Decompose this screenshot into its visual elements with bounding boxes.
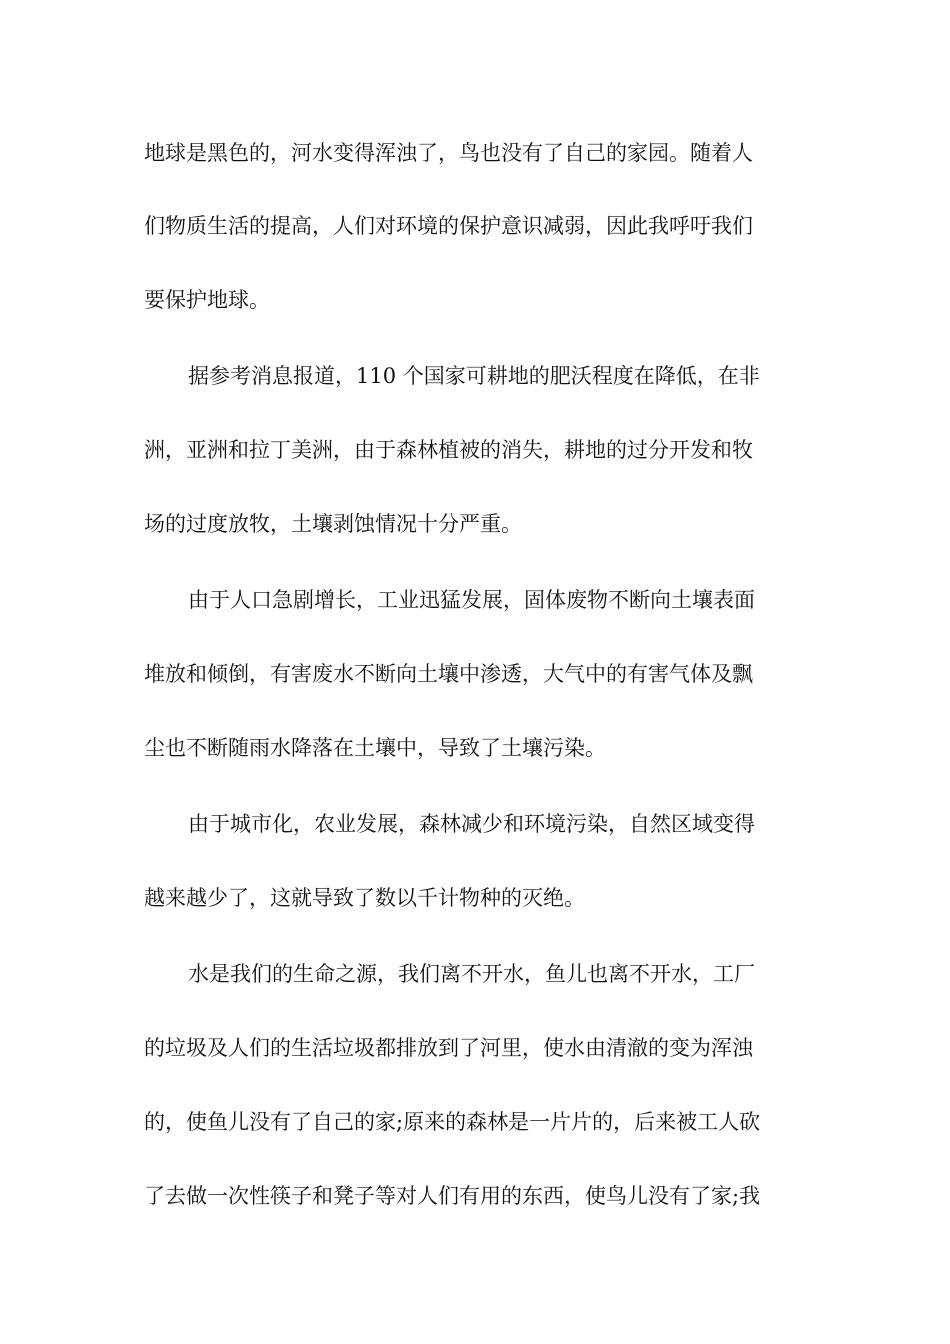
text-line: 要保护地球。 bbox=[144, 288, 270, 312]
text-line: 尘也不断随雨水降落在土壤中，导致了土壤污染。 bbox=[144, 736, 606, 760]
paragraph-first-line: 由于人口急剧增长，工业迅猛发展，固体废物不断向土壤表面 bbox=[188, 588, 755, 612]
text-line: 们物质生活的提高，人们对环境的保护意识减弱，因此我呼吁我们 bbox=[144, 214, 753, 238]
text-line: 地球是黑色的，河水变得浑浊了，鸟也没有了自己的家园。随着人 bbox=[144, 141, 753, 165]
text-line: 场的过度放牧，土壤剥蚀情况十分严重。 bbox=[144, 512, 522, 536]
text-line: 越来越少了，这就导致了数以千计物种的灭绝。 bbox=[144, 886, 585, 910]
paragraph-first-line: 水是我们的生命之源，我们离不开水，鱼儿也离不开水，工厂 bbox=[188, 962, 755, 986]
text-line: 的垃圾及人们的生活垃圾都排放到了河里，使水由清澈的变为浑浊 bbox=[144, 1036, 753, 1060]
text-line: 的，使鱼儿没有了自己的家;原来的森林是一片片的，后来被工人砍 bbox=[144, 1110, 761, 1134]
paragraph-first-line: 据参考消息报道，110 个国家可耕地的肥沃程度在降低，在非 bbox=[188, 364, 760, 388]
text-line: 堆放和倾倒，有害废水不断向土壤中渗透，大气中的有害气体及飘 bbox=[144, 662, 753, 686]
text-line: 了去做一次性筷子和凳子等对人们有用的东西，使鸟儿没有了家;我 bbox=[144, 1184, 761, 1208]
text-line: 洲，亚洲和拉丁美洲，由于森林植被的消失，耕地的过分开发和牧 bbox=[144, 438, 753, 462]
paragraph-first-line: 由于城市化，农业发展，森林减少和环境污染，自然区域变得 bbox=[188, 812, 755, 836]
